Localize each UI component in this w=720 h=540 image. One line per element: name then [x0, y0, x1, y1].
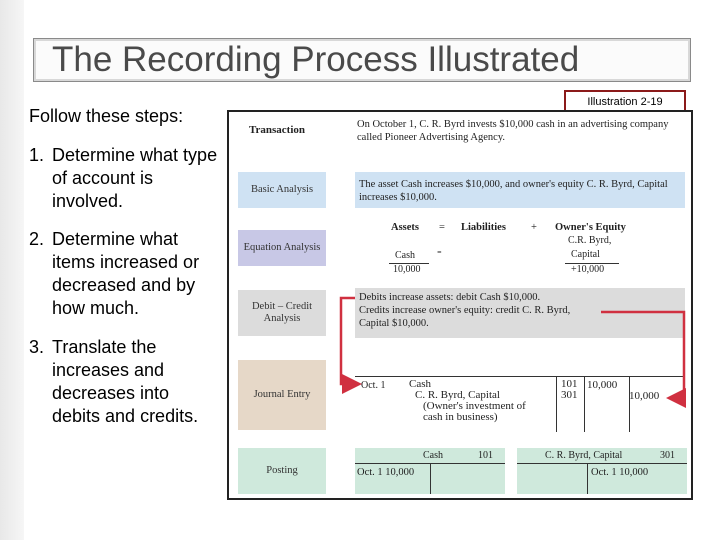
step-2 — [29, 228, 219, 320]
step-3-number: 3. — [29, 337, 45, 357]
flow-arrows — [229, 112, 691, 498]
journal-explanation-1: (Owner's investment of — [423, 400, 526, 412]
eq-plus: + — [531, 222, 537, 233]
transaction-label: Transaction — [249, 124, 306, 136]
eq-cash-label: Cash — [395, 250, 415, 261]
step-1 — [29, 144, 219, 213]
journal-ref-cash: 101 — [561, 378, 578, 390]
journal-entry-label: Journal Entry — [238, 360, 326, 430]
transaction-text: On October 1, C. R. Byrd invests $10,000 cash in an advertising company called Pioneer Advertising Agency. — [357, 119, 669, 143]
debit-credit-line-3: Capital $10,000. — [359, 318, 429, 329]
step-1-text: Determine what type of account is involved. — [52, 145, 218, 211]
step-3 — [29, 336, 219, 428]
eq-liabilities: Liabilities — [461, 222, 506, 233]
debit-credit-label: Debit – Credit Analysis — [238, 290, 326, 336]
journal-debit-amount: 10,000 — [587, 379, 618, 391]
step-3-text: Translate the increases and decreases into debits and credits. — [52, 337, 199, 426]
posting-capital-title: C. R. Byrd, Capital — [545, 450, 623, 461]
posting-capital-entry: Oct. 1 10,000 — [591, 467, 649, 478]
illustration-label: Illustration 2-19 — [564, 90, 686, 114]
step-1-number: 1. — [29, 145, 45, 165]
journal-credit-account: C. R. Byrd, Capital — [415, 389, 500, 401]
step-2-number: 2. — [29, 229, 45, 249]
credit-flow-arrow — [601, 312, 684, 398]
slide-left-bar — [0, 0, 24, 540]
journal-date: Oct. 1 — [361, 380, 386, 391]
eq-capital-label-2: Capital — [571, 249, 600, 260]
eq-owners-equity: Owner's Equity — [555, 222, 626, 233]
basic-analysis-text: The asset Cash increases $10,000, and owner's equity C. R. Byrd, Capital increases $10,000. — [355, 172, 685, 208]
step-2-text: Determine what items increased or decreased and by how much. — [52, 229, 200, 318]
debit-credit-line-2: Credits increase owner's equity: credit C. R. Byrd, — [359, 305, 571, 316]
recording-process-figure — [227, 110, 693, 500]
posting-label: Posting — [238, 448, 326, 494]
basic-analysis-label: Basic Analysis — [238, 172, 326, 208]
journal-explanation-2: cash in business) — [423, 411, 498, 423]
eq-capital-value: +10,000 — [571, 264, 605, 275]
eq-assets: Assets — [391, 222, 419, 233]
posting-capital-number: 301 — [660, 450, 675, 461]
equation-analysis-label: Equation Analysis — [238, 230, 326, 266]
eq-equals: = — [439, 222, 445, 233]
posting-cash-entry: Oct. 1 10,000 — [357, 467, 415, 478]
steps-intro: Follow these steps: — [29, 106, 184, 126]
journal-credit-amount: 10,000 — [629, 390, 660, 402]
debit-credit-line-1: Debits increase assets: debit Cash $10,000. — [359, 292, 541, 303]
eq-cash-value: 10,000 — [393, 264, 421, 275]
slide-title: The Recording Process Illustrated — [52, 40, 580, 79]
eq-dash: - — [437, 244, 442, 259]
posting-cash-number: 101 — [478, 450, 493, 461]
journal-debit-account: Cash — [409, 378, 431, 390]
posting-cash-title: Cash — [423, 450, 443, 461]
eq-capital-label-1: C.R. Byrd, — [568, 235, 612, 246]
journal-ref-capital: 301 — [561, 389, 578, 401]
debit-flow-arrow — [341, 298, 357, 384]
